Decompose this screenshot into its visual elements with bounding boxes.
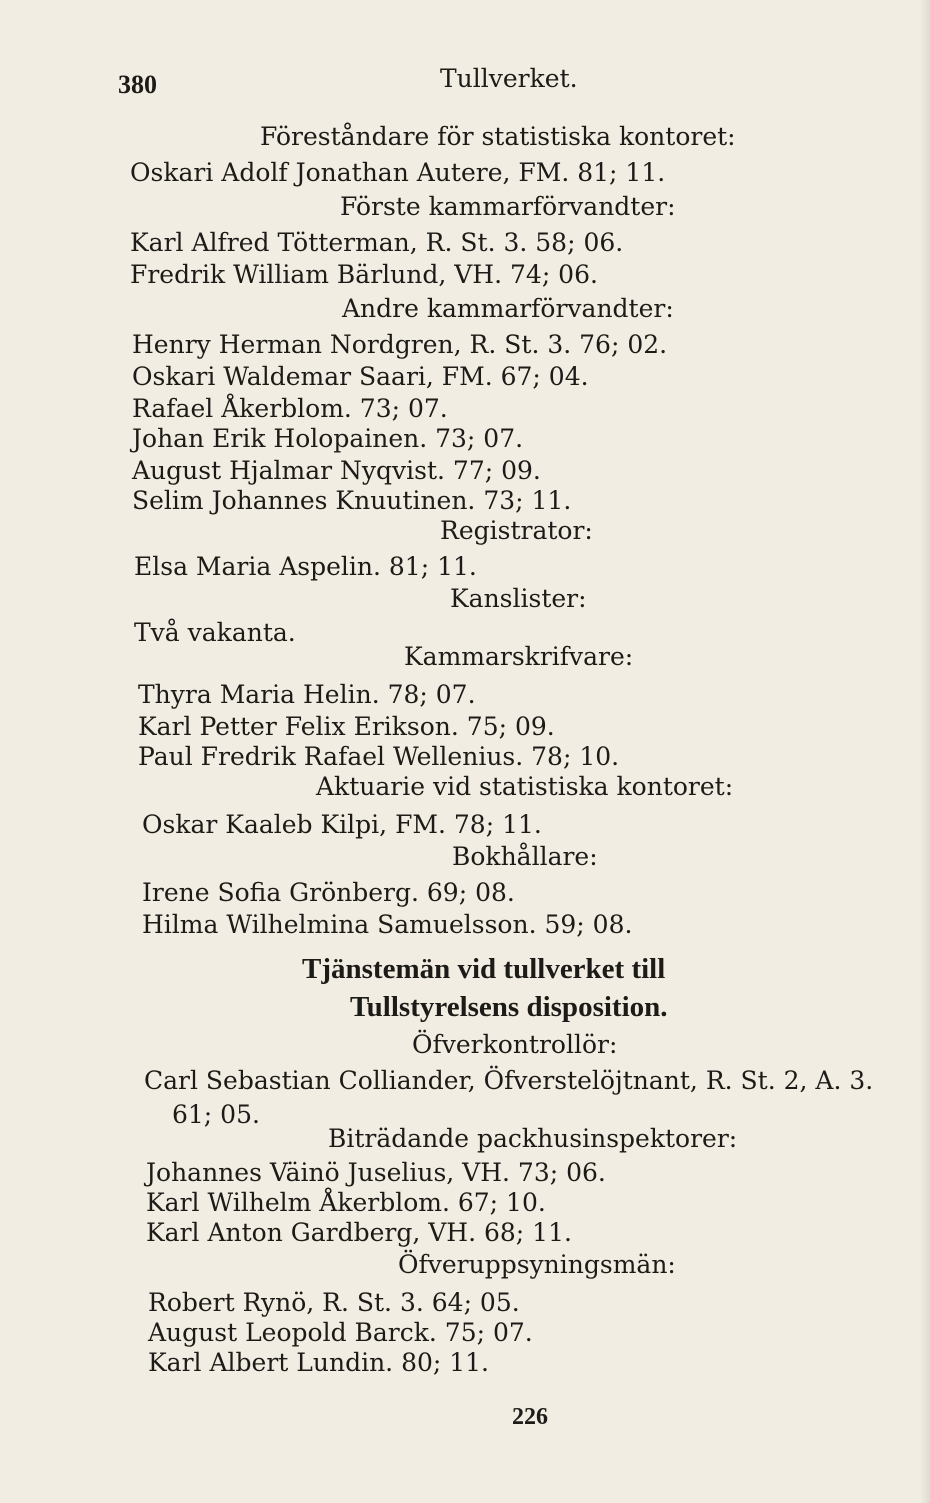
staff-entry: Robert Rynö, R. St. 3. 64; 05.	[148, 1288, 520, 1317]
role-heading: Registrator:	[440, 516, 593, 545]
role-heading: Kanslister:	[450, 584, 587, 613]
role-heading: Föreståndare för statistiska kontoret:	[260, 122, 736, 151]
staff-entry: Oskari Waldemar Saari, FM. 67; 04.	[132, 362, 589, 391]
role-heading: Kammarskrifvare:	[404, 642, 634, 671]
running-title: Tullverket.	[440, 64, 578, 93]
staff-entry: Elsa Maria Aspelin. 81; 11.	[134, 552, 477, 581]
staff-entry: Johannes Väinö Juselius, VH. 73; 06.	[146, 1158, 606, 1187]
staff-entry: Thyra Maria Helin. 78; 07.	[138, 680, 476, 709]
staff-entry: Carl Sebastian Colliander, Öfverstelöjtnant, R. St. 2, A. 3.	[144, 1066, 874, 1095]
staff-entry: Karl Petter Felix Erikson. 75; 09.	[138, 712, 555, 741]
signature-number: 226	[512, 1404, 548, 1430]
staff-entry: Paul Fredrik Rafael Wellenius. 78; 10.	[138, 742, 620, 771]
staff-entry: Hilma Wilhelmina Samuelsson. 59; 08.	[142, 910, 633, 939]
staff-entry: Oskari Adolf Jonathan Autere, FM. 81; 11.	[130, 158, 666, 187]
staff-entry: Fredrik William Bärlund, VH. 74; 06.	[130, 260, 598, 289]
staff-entry: Rafael Åkerblom. 73; 07.	[132, 394, 448, 423]
staff-entry: Selim Johannes Knuutinen. 73; 11.	[132, 486, 572, 515]
page-edge-shadow	[920, 0, 930, 1503]
staff-entry: Irene Sofia Grönberg. 69; 08.	[142, 878, 515, 907]
role-heading: Aktuarie vid statistiska kontoret:	[316, 772, 734, 801]
staff-entry: Karl Albert Lundin. 80; 11.	[148, 1348, 490, 1377]
role-heading: Förste kammarförvandter:	[340, 192, 676, 221]
staff-entry: Oskar Kaaleb Kilpi, FM. 78; 11.	[142, 810, 542, 839]
section-title: Tullstyrelsens disposition.	[350, 991, 668, 1023]
staff-entry: Två vakanta.	[134, 618, 296, 647]
page-number: 380	[118, 70, 157, 99]
role-heading: Biträdande packhusinspektorer:	[328, 1124, 738, 1153]
section-title: Tjänstemän vid tullverket till	[302, 953, 666, 985]
staff-entry: Karl Alfred Tötterman, R. St. 3. 58; 06.	[130, 228, 624, 257]
staff-entry: Karl Wilhelm Åkerblom. 67; 10.	[146, 1188, 546, 1217]
staff-entry: Henry Herman Nordgren, R. St. 3. 76; 02.	[132, 330, 668, 359]
role-heading: Öfverkontrollör:	[412, 1030, 618, 1059]
staff-entry: August Hjalmar Nyqvist. 77; 09.	[132, 456, 541, 485]
staff-entry: Karl Anton Gardberg, VH. 68; 11.	[146, 1218, 572, 1247]
role-heading: Öfveruppsyningsmän:	[398, 1250, 676, 1279]
staff-entry: August Leopold Barck. 75; 07.	[148, 1318, 533, 1347]
staff-entry-continuation: 61; 05.	[172, 1100, 260, 1129]
role-heading: Andre kammarförvandter:	[342, 294, 674, 323]
role-heading: Bokhållare:	[452, 842, 598, 871]
staff-entry: Johan Erik Holopainen. 73; 07.	[132, 424, 524, 453]
